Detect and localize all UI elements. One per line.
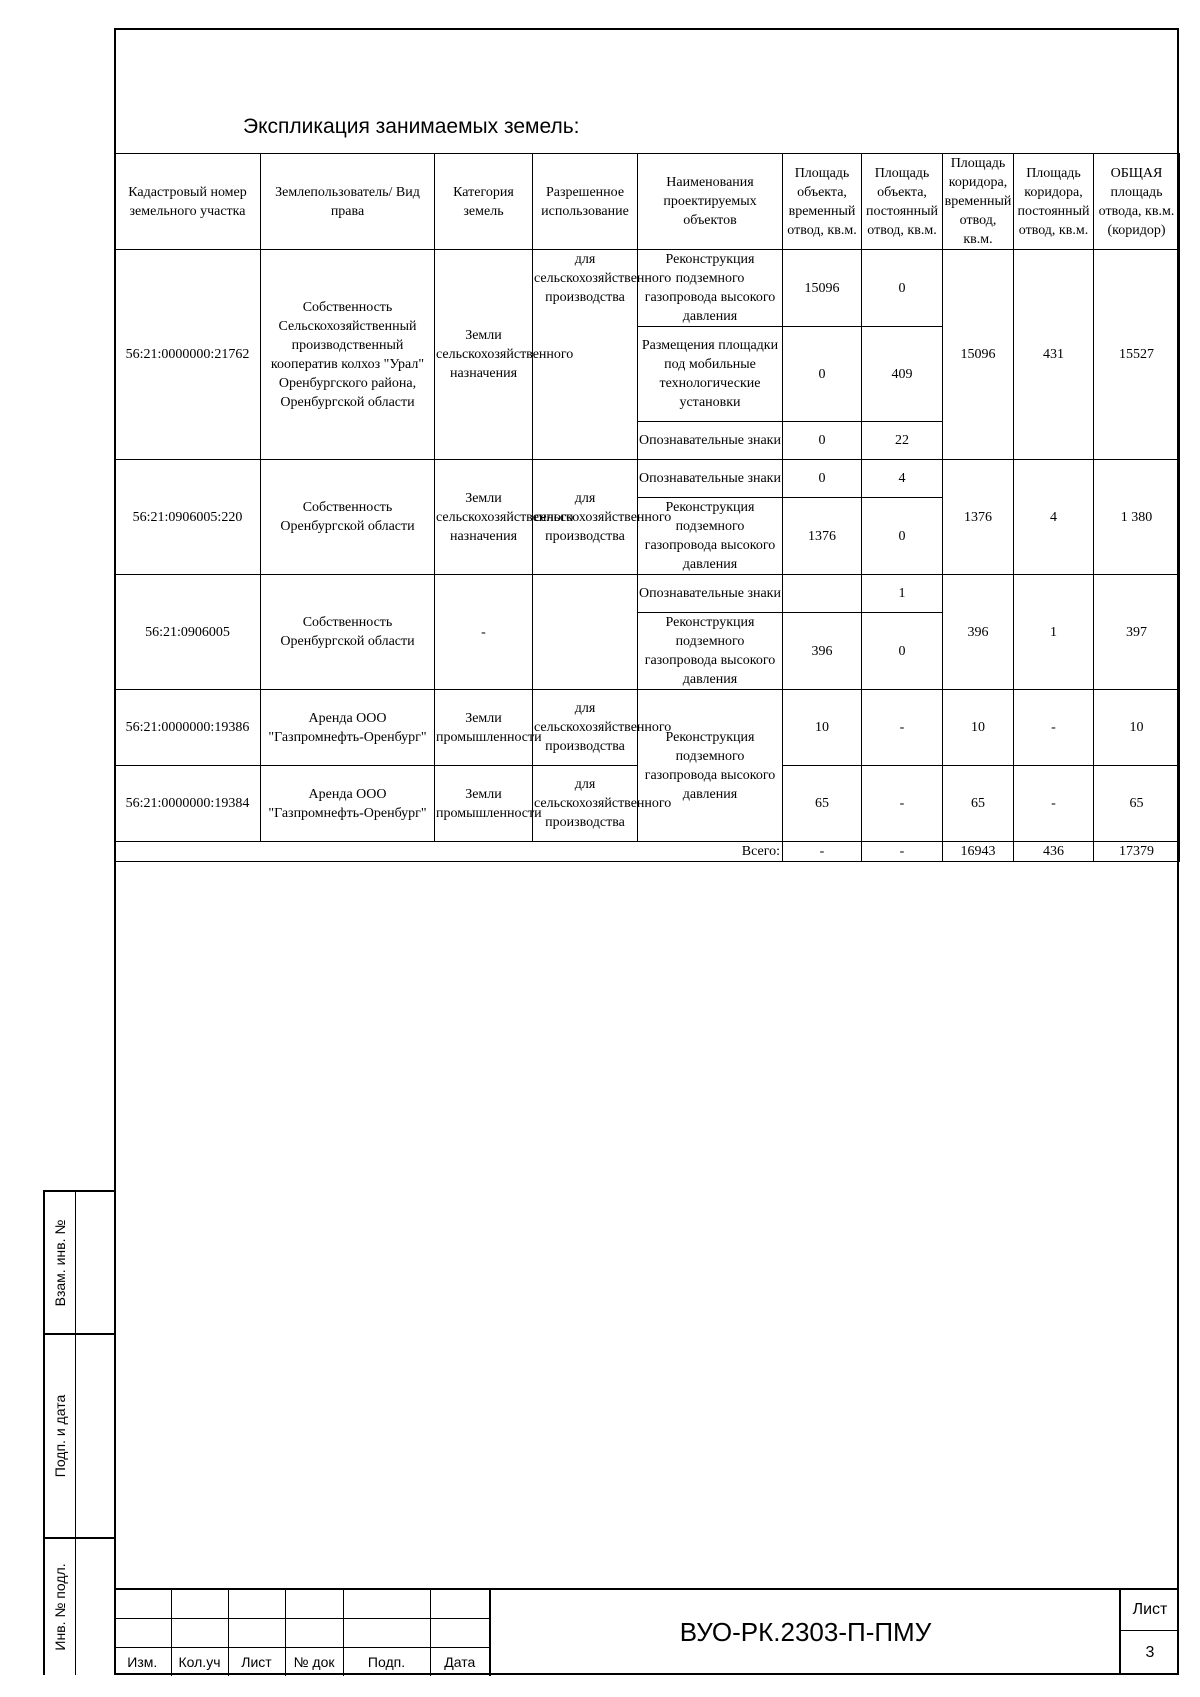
object-perm-area: 0	[862, 613, 943, 690]
totals-obj-perm: -	[862, 842, 943, 862]
corridor-temp-area: 10	[943, 690, 1014, 766]
land-user: Аренда ООО "Газпромнефть-Оренбург"	[261, 690, 435, 766]
object-perm-area: 1	[862, 575, 943, 613]
totals-corr-temp: 16943	[943, 842, 1014, 862]
land-category: Земли сельскохозяйственного назначения	[435, 460, 533, 575]
object-perm-area: 409	[862, 327, 943, 422]
object-temp-area: 15096	[783, 250, 862, 327]
header-corr-perm: Площадь коридора, постоянный отвод, кв.м.	[1014, 154, 1094, 250]
side-stamp	[43, 1190, 114, 1675]
corridor-perm-area: -	[1014, 690, 1094, 766]
corridor-temp-area: 65	[943, 766, 1014, 842]
total-area: 397	[1094, 575, 1180, 690]
total-area: 15527	[1094, 250, 1180, 460]
col-label-doc-no: № док	[285, 1648, 343, 1677]
header-obj-temp: Площадь объекта, временный отвод, кв.м.	[783, 154, 862, 250]
totals-total: 17379	[1094, 842, 1180, 862]
object-temp-area	[783, 575, 862, 613]
object-temp-area: 0	[783, 327, 862, 422]
cadastral-number: 56:21:0000000:19386	[115, 690, 261, 766]
object-name: Опознавательные знаки	[638, 575, 783, 613]
object-temp-area: 0	[783, 460, 862, 498]
header-total: ОБЩАЯ площадь отвода, кв.м. (коридор)	[1094, 154, 1180, 250]
corridor-temp-area: 396	[943, 575, 1014, 690]
title-block	[114, 1588, 1179, 1675]
table-row	[115, 460, 1180, 498]
side-label-replacement-inv: Взам. инв. №	[52, 1219, 68, 1306]
total-area: 10	[1094, 690, 1180, 766]
land-user: Собственность Сельскохозяйственный производственный кооператив колхоз "Урал" Оренбургского района, Оренбургской области	[261, 250, 435, 460]
col-label-date: Дата	[430, 1648, 490, 1677]
object-name: Реконструкция подземного газопровода высокого давления	[638, 250, 783, 327]
object-name: Реконструкция подземного газопровода высокого давления	[638, 613, 783, 690]
sheet-box	[1119, 1590, 1179, 1675]
col-label-change: Изм.	[114, 1648, 171, 1677]
land-category: Земли сельскохозяйственного назначения	[435, 250, 533, 460]
corridor-perm-area: 4	[1014, 460, 1094, 575]
object-temp-area: 10	[783, 690, 862, 766]
header-object-name: Наименования проектируемых объектов	[638, 154, 783, 250]
object-temp-area: 396	[783, 613, 862, 690]
side-cell-original-inv	[45, 1539, 114, 1675]
object-temp-area: 1376	[783, 498, 862, 575]
total-area: 65	[1094, 766, 1180, 842]
object-temp-area: 0	[783, 422, 862, 460]
col-label-signature: Подп.	[343, 1648, 430, 1677]
land-category: Земли промышленности	[435, 690, 533, 766]
header-owner: Землепользователь/ Вид права	[261, 154, 435, 250]
col-label-count: Кол.уч	[171, 1648, 228, 1677]
object-perm-area: 22	[862, 422, 943, 460]
permitted-use: для сельскохозяйственного производства	[533, 690, 638, 766]
header-use: Разрешенное использование	[533, 154, 638, 250]
corridor-perm-area: 1	[1014, 575, 1094, 690]
corridor-temp-area: 1376	[943, 460, 1014, 575]
permitted-use: для сельскохозяйственного производства	[533, 460, 638, 575]
header-category: Категория земель	[435, 154, 533, 250]
table-row	[115, 250, 1180, 327]
totals-obj-temp: -	[783, 842, 862, 862]
document-code: ВУО-РК.2303-П-ПМУ	[679, 1617, 932, 1647]
land-user: Собственность Оренбургской области	[261, 575, 435, 690]
document-title: Экспликация занимаемых земель:	[243, 115, 580, 138]
land-user: Аренда ООО "Газпромнефть-Оренбург"	[261, 766, 435, 842]
side-label-original-inv: Инв. № подл.	[52, 1563, 68, 1651]
table-row	[115, 575, 1180, 613]
header-cadastral: Кадастровый номер земельного участка	[115, 154, 261, 250]
header-corr-temp: Площадь коридора, временный отвод, кв.м.	[943, 154, 1014, 250]
object-name: Опознавательные знаки	[638, 422, 783, 460]
corridor-perm-area: -	[1014, 766, 1094, 842]
cadastral-number: 56:21:0000000:21762	[115, 250, 261, 460]
land-category: Земли промышленности	[435, 766, 533, 842]
land-user: Собственность Оренбургской области	[261, 460, 435, 575]
cadastral-number: 56:21:0906005:220	[115, 460, 261, 575]
land-category: -	[435, 575, 533, 690]
revision-grid	[114, 1590, 491, 1676]
total-area: 1 380	[1094, 460, 1180, 575]
totals-row	[115, 842, 1180, 862]
object-name: Реконструкция подземного газопровода высокого давления	[638, 498, 783, 575]
side-cell-replacement-inv	[45, 1192, 114, 1335]
object-name: Размещения площадки под мобильные технологические установки	[638, 327, 783, 422]
permitted-use: для сельскохозяйственного производства	[533, 766, 638, 842]
object-name: Опознавательные знаки	[638, 460, 783, 498]
object-perm-area: 0	[862, 498, 943, 575]
side-label-signature-date: Подп. и дата	[52, 1394, 68, 1478]
object-perm-area: 0	[862, 250, 943, 327]
permitted-use	[533, 575, 638, 690]
corridor-temp-area: 15096	[943, 250, 1014, 460]
table-row	[115, 690, 1180, 766]
permitted-use: для сельскохозяйственного производства	[533, 250, 638, 460]
object-perm-area: 4	[862, 460, 943, 498]
corridor-perm-area: 431	[1014, 250, 1094, 460]
sheet-label: Лист	[1121, 1590, 1179, 1631]
object-temp-area: 65	[783, 766, 862, 842]
object-perm-area: -	[862, 766, 943, 842]
side-cell-signature-date	[45, 1335, 114, 1539]
totals-corr-perm: 436	[1014, 842, 1094, 862]
cadastral-number: 56:21:0906005	[115, 575, 261, 690]
header-row	[115, 154, 1180, 250]
col-label-sheet: Лист	[228, 1648, 285, 1677]
sheet-number: 3	[1145, 1644, 1155, 1661]
totals-label: Всего:	[115, 842, 783, 862]
object-name-shared: Реконструкция подземного газопровода высокого давления	[638, 690, 783, 842]
object-perm-area: -	[862, 690, 943, 766]
cadastral-number: 56:21:0000000:19384	[115, 766, 261, 842]
land-explication-table	[114, 153, 1180, 862]
header-obj-perm: Площадь объекта, постоянный отвод, кв.м.	[862, 154, 943, 250]
